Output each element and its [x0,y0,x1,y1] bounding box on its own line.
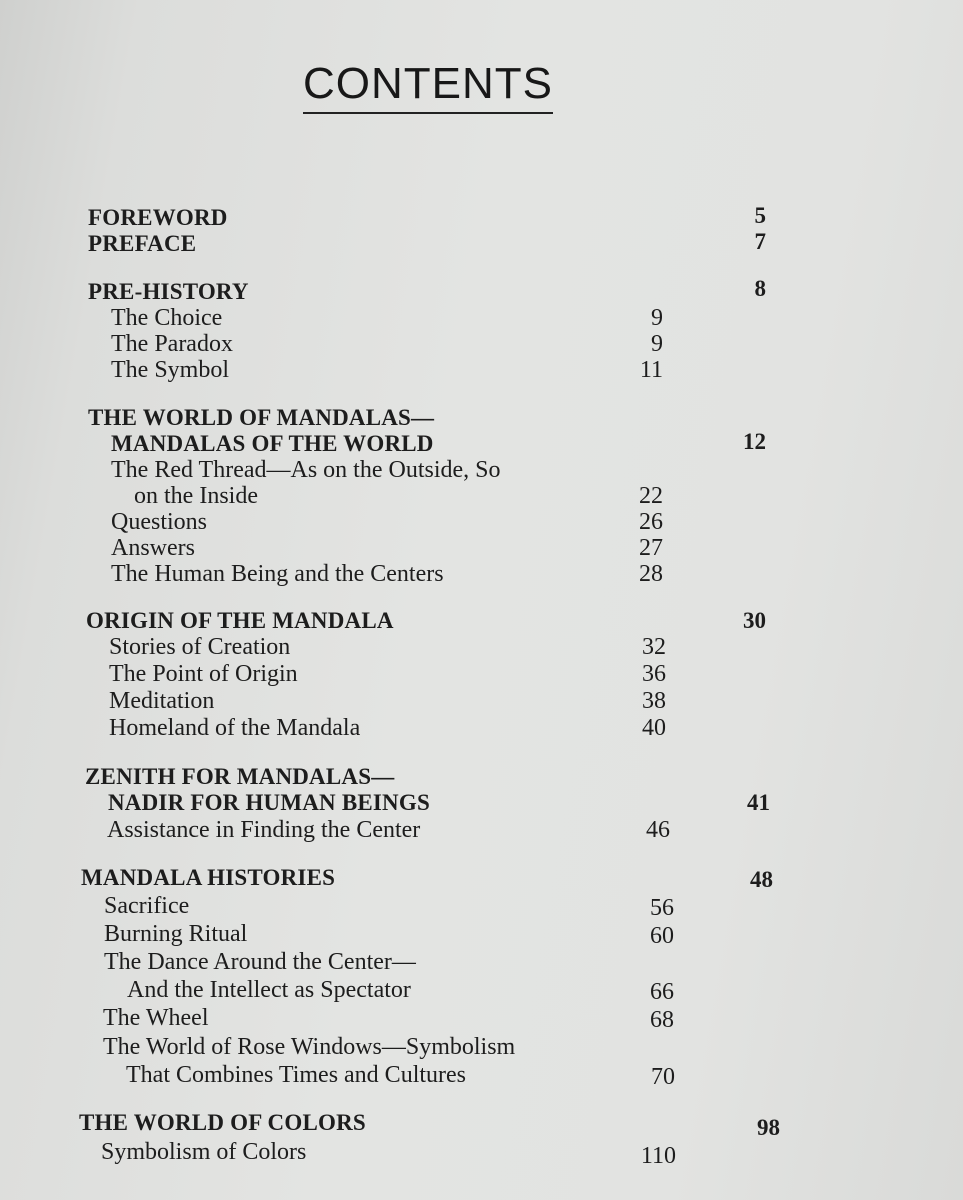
toc-page-histories: 48 [750,867,773,892]
toc-page-wheel: 68 [650,1007,674,1033]
toc-page-assistance: 46 [646,817,670,843]
toc-entry-zenith-line1: ZENITH FOR MANDALAS— [85,764,395,789]
toc-page-world: 12 [743,429,766,454]
toc-page-meditation: 38 [642,688,666,714]
toc-entry-zenith-line2: NADIR FOR HUMAN BEINGS [108,790,430,815]
toc-page-point-origin: 36 [642,661,666,687]
toc-page-sacrifice: 56 [650,895,674,921]
toc-entry-choice: The Choice [111,305,223,331]
toc-entry-burning: Burning Ritual [104,921,248,947]
toc-page-preface: 7 [754,229,766,254]
toc-page-red-thread: 22 [639,483,663,509]
toc-entry-world-line2: MANDALAS OF THE WORLD [111,431,434,456]
toc-page-questions: 26 [639,509,663,535]
toc-entry-wheel: The Wheel [103,1005,209,1031]
toc-page-paradox: 9 [651,331,663,357]
toc-page-answers: 27 [639,535,663,561]
toc-page-burning: 60 [650,923,674,949]
toc-page-foreword: 5 [754,203,766,228]
toc-page-choice: 9 [651,305,663,331]
toc-page-homeland: 40 [642,715,666,741]
toc-entry-symbol: The Symbol [111,357,229,383]
toc-entry-assistance: Assistance in Finding the Center [107,817,421,843]
toc-entry-questions: Questions [111,509,207,535]
toc-entry-meditation: Meditation [109,688,215,714]
toc-entry-histories: MANDALA HISTORIES [81,865,336,890]
toc-page-rose: 70 [651,1064,675,1090]
toc-entry-preface: PREFACE [88,231,197,256]
toc-entry-colors: THE WORLD OF COLORS [79,1110,366,1135]
toc-entry-red-thread-line2: on the Inside [134,483,258,509]
toc-page-prehistory: 8 [754,276,766,301]
toc-entry-point-origin: The Point of Origin [109,661,298,687]
toc-entry-prehistory: PRE-HISTORY [88,279,249,304]
toc-entry-dance-line1: The Dance Around the Center— [104,949,416,975]
toc-entry-human-centers: The Human Being and the Centers [111,561,444,587]
toc-entry-origin: ORIGIN OF THE MANDALA [86,608,394,633]
toc-page-creation: 32 [642,634,666,660]
toc-entry-rose-line1: The World of Rose Windows—Symbolism [103,1034,516,1060]
toc-entry-paradox: The Paradox [111,331,233,357]
toc-entry-homeland: Homeland of the Mandala [109,715,361,741]
toc-entry-rose-line2: That Combines Times and Cultures [126,1062,467,1088]
toc-entry-answers: Answers [111,535,195,561]
toc-entry-world-line1: THE WORLD OF MANDALAS— [88,405,435,430]
toc-page-origin: 30 [743,608,766,633]
toc-entry-dance-line2: And the Intellect as Spectator [127,977,411,1003]
toc-page-zenith: 41 [747,790,770,815]
page-title: CONTENTS [303,58,553,114]
toc-entry-red-thread-line1: The Red Thread—As on the Outside, So [111,457,501,483]
toc-page-symbol: 11 [639,357,663,383]
toc-entry-foreword: FOREWORD [88,205,228,230]
toc-page-dance: 66 [650,979,674,1005]
toc-page-human-centers: 28 [639,561,663,587]
toc-page-colors: 98 [757,1115,780,1140]
toc-page-symbolism-colors: 110 [640,1143,676,1169]
toc-entry-creation: Stories of Creation [109,634,291,660]
toc-entry-sacrifice: Sacrifice [104,893,190,919]
toc-entry-symbolism-colors: Symbolism of Colors [101,1139,307,1165]
